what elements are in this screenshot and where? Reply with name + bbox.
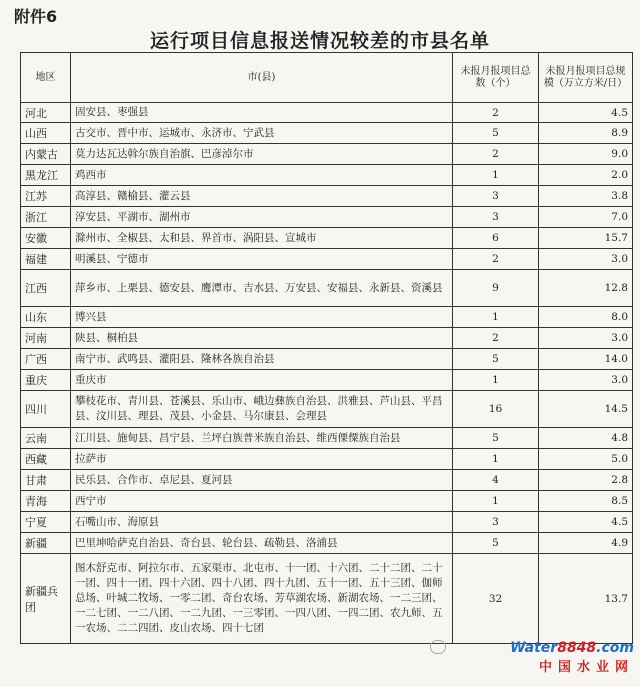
- table-row: [21, 512, 633, 533]
- table-row: [21, 391, 633, 428]
- count-cell: 5: [453, 349, 539, 370]
- count-cell: 1: [453, 307, 539, 328]
- region-cell: 山东: [21, 307, 71, 328]
- scale-cell: 4.8: [539, 428, 633, 449]
- attachment-label: 附件6: [14, 7, 58, 26]
- table-row: [21, 491, 633, 512]
- table-row: [21, 449, 633, 470]
- region-cell: 黑龙江: [21, 165, 71, 186]
- region-cell: 甘肃: [21, 470, 71, 491]
- scale-cell: 15.7: [539, 228, 633, 249]
- region-cell: 山西: [21, 123, 71, 144]
- table-row: [21, 307, 633, 328]
- count-cell: 2: [453, 249, 539, 270]
- scale-cell: 12.8: [539, 270, 633, 307]
- region-cell: 新疆: [21, 533, 71, 554]
- table-row: [21, 554, 633, 644]
- scale-cell: 4.9: [539, 533, 633, 554]
- watermark-subtitle: 中国水业网: [538, 660, 634, 675]
- scale-cell: 2.8: [539, 470, 633, 491]
- count-cell: 3: [453, 186, 539, 207]
- cities-cell: 鸡西市: [71, 165, 453, 186]
- table-row: [21, 165, 633, 186]
- region-cell: 浙江: [21, 207, 71, 228]
- region-cell: 西藏: [21, 449, 71, 470]
- region-cell: 青海: [21, 491, 71, 512]
- table-row: [21, 144, 633, 165]
- region-cell: 安徽: [21, 228, 71, 249]
- region-cell: 四川: [21, 391, 71, 428]
- region-cell: 江西: [21, 270, 71, 307]
- count-cell: 2: [453, 144, 539, 165]
- table-row: [21, 186, 633, 207]
- cities-cell: 西宁市: [71, 491, 453, 512]
- region-cell: 福建: [21, 249, 71, 270]
- header-count: 未报月报项目总数（个）: [453, 53, 539, 103]
- cities-cell: 淳安县、平湖市、湖州市: [71, 207, 453, 228]
- table-row: [21, 470, 633, 491]
- watermark-brand-red: 8848: [557, 640, 597, 656]
- count-cell: 1: [453, 449, 539, 470]
- table-row: [21, 328, 633, 349]
- scale-cell: 14.5: [539, 391, 633, 428]
- scale-cell: 13.7: [539, 554, 633, 644]
- region-cell: 重庆: [21, 370, 71, 391]
- region-cell: 云南: [21, 428, 71, 449]
- cities-cell: 南宁市、武鸣县、灌阳县、隆林各族自治县: [71, 349, 453, 370]
- scale-cell: 3.0: [539, 370, 633, 391]
- cities-cell: 莫力达瓦达斡尔族自治旗、巴彦淖尔市: [71, 144, 453, 165]
- cities-cell: 石嘴山市、海原县: [71, 512, 453, 533]
- cities-cell: 萍乡市、上栗县、德安县、鹰潭市、吉水县、万安县、安福县、永新县、资溪县: [71, 270, 453, 307]
- table-row: [21, 349, 633, 370]
- scale-cell: 3.0: [539, 328, 633, 349]
- report-table: [20, 52, 633, 644]
- header-region: 地区: [21, 53, 71, 103]
- table-row: [21, 103, 633, 123]
- cities-cell: 高淳县、赣榆县、灌云县: [71, 186, 453, 207]
- cities-cell: 重庆市: [71, 370, 453, 391]
- table-row: [21, 270, 633, 307]
- count-cell: 5: [453, 123, 539, 144]
- region-cell: 宁夏: [21, 512, 71, 533]
- scale-cell: 3.8: [539, 186, 633, 207]
- table-row: [21, 207, 633, 228]
- table-header-row: [21, 53, 633, 103]
- count-cell: 1: [453, 165, 539, 186]
- cities-cell: 图木舒克市、阿拉尔市、五家渠市、北屯市、十一团、十六团、二十二团、二十一团、四十一团、四十六团、四十八团、四十九团、五十一团、五十三团、伽师总场、叶城二牧场、一零二团、奇台农场、芳草湖农场、新湖农场、一二三团、一二七团、一二八团、一二九团、一三零团、一四八团、一四二团、农九师、五一农场、二二四团、皮山农场、四十七团: [71, 554, 453, 644]
- count-cell: 3: [453, 207, 539, 228]
- cities-cell: 民乐县、合作市、卓尼县、夏河县: [71, 470, 453, 491]
- watermark-brand-blue: Water: [510, 640, 558, 656]
- cities-cell: 固安县、枣强县: [71, 103, 453, 123]
- scale-cell: 8.0: [539, 307, 633, 328]
- count-cell: 5: [453, 428, 539, 449]
- table-row: [21, 123, 633, 144]
- scale-cell: 3.0: [539, 249, 633, 270]
- count-cell: 2: [453, 103, 539, 123]
- header-cities: 市(县): [71, 53, 453, 103]
- watermark-brand-suffix: .com: [596, 640, 634, 656]
- scale-cell: 9.0: [539, 144, 633, 165]
- count-cell: 32: [453, 554, 539, 644]
- scale-cell: 2.0: [539, 165, 633, 186]
- page-title: 运行项目信息报送情况较差的市县名单: [149, 30, 490, 52]
- count-cell: 4: [453, 470, 539, 491]
- cities-cell: 江川县、施甸县、昌宁县、兰坪白族普米族自治县、维西傈僳族自治县: [71, 428, 453, 449]
- scale-cell: 7.0: [539, 207, 633, 228]
- table-row: [21, 228, 633, 249]
- scale-cell: 8.9: [539, 123, 633, 144]
- table-row: [21, 370, 633, 391]
- region-cell: 河北: [21, 103, 71, 123]
- watermark: [510, 640, 634, 675]
- table-row: [21, 428, 633, 449]
- wechat-icon: [430, 640, 446, 654]
- count-cell: 5: [453, 533, 539, 554]
- region-cell: 广西: [21, 349, 71, 370]
- scale-cell: 14.0: [539, 349, 633, 370]
- count-cell: 16: [453, 391, 539, 428]
- cities-cell: 古交市、晋中市、运城市、永济市、宁武县: [71, 123, 453, 144]
- scale-cell: 8.5: [539, 491, 633, 512]
- scale-cell: 4.5: [539, 103, 633, 123]
- cities-cell: 博兴县: [71, 307, 453, 328]
- count-cell: 6: [453, 228, 539, 249]
- table-row: [21, 533, 633, 554]
- table-row: [21, 249, 633, 270]
- region-cell: 内蒙古: [21, 144, 71, 165]
- scale-cell: 4.5: [539, 512, 633, 533]
- scale-cell: 5.0: [539, 449, 633, 470]
- cities-cell: 滁州市、全椒县、太和县、界首市、涡阳县、宣城市: [71, 228, 453, 249]
- region-cell: 新疆兵团: [21, 554, 71, 644]
- count-cell: 9: [453, 270, 539, 307]
- region-cell: 河南: [21, 328, 71, 349]
- count-cell: 2: [453, 328, 539, 349]
- cities-cell: 巴里坤哈萨克自治县、奇台县、轮台县、疏勒县、洛浦县: [71, 533, 453, 554]
- cities-cell: 明溪县、宁德市: [71, 249, 453, 270]
- count-cell: 3: [453, 512, 539, 533]
- region-cell: 江苏: [21, 186, 71, 207]
- cities-cell: 陕县、桐柏县: [71, 328, 453, 349]
- cities-cell: 攀枝花市、青川县、苍溪县、乐山市、峨边彝族自治县、洪雅县、芦山县、平昌县、汶川县、理县、茂县、小金县、马尔康县、会理县: [71, 391, 453, 428]
- header-scale: 未报月报项目总规模（万立方米/日）: [539, 53, 633, 103]
- count-cell: 1: [453, 370, 539, 391]
- count-cell: 1: [453, 491, 539, 512]
- cities-cell: 拉萨市: [71, 449, 453, 470]
